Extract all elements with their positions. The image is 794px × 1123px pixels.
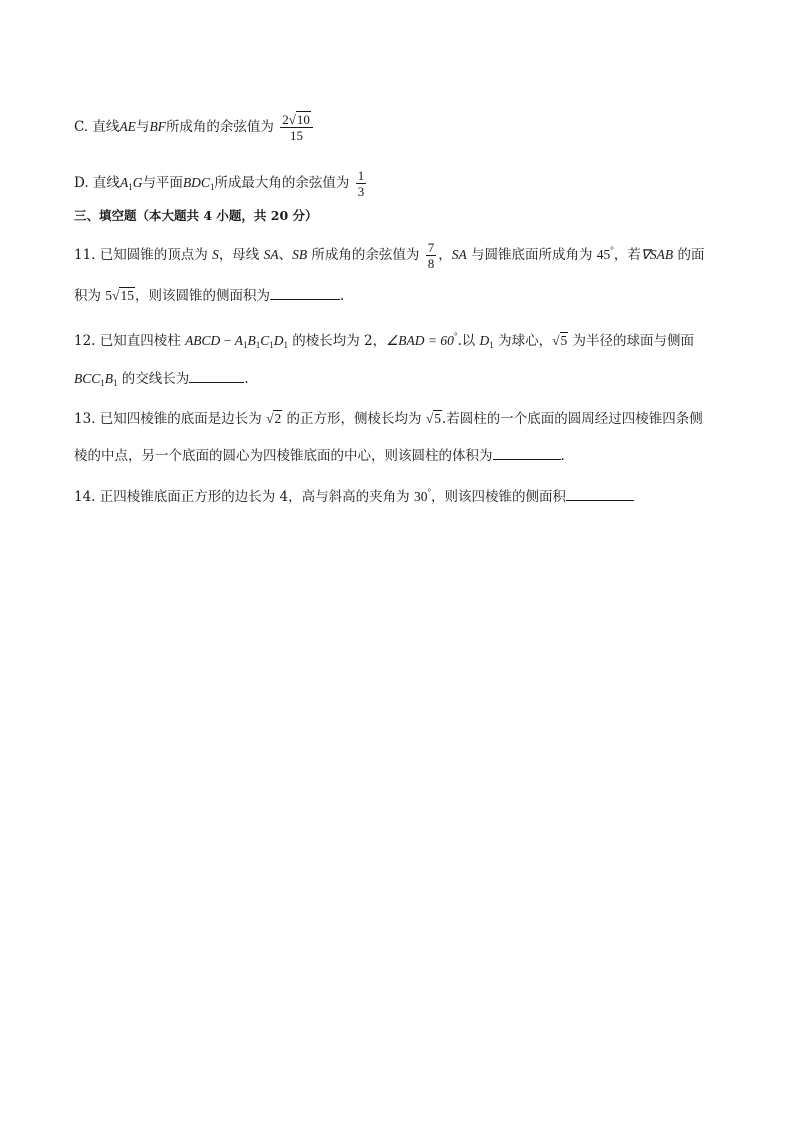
answer-blank-14[interactable] (566, 486, 634, 501)
q11-line2-b: ，则该圆锥的侧面积为 (134, 288, 270, 304)
sqrt-2: √2 (266, 411, 282, 426)
line-sa: SA (263, 247, 279, 262)
question-13-cont (74, 445, 565, 466)
option-d-mid: 与平面 (142, 175, 183, 191)
q14-text-a: 14. 正四棱锥底面正方形的边长为 4，高与斜高的夹角为 (74, 489, 414, 505)
prism-d: D (273, 333, 284, 348)
sub-1: 1 (113, 378, 118, 388)
degree-mark: ° (453, 331, 458, 341)
q12-text-c: .以 (457, 333, 480, 349)
q11-text-d: 所成角的余弦值为 (307, 247, 420, 263)
q12-text-a: 12. 已知直四棱柱 (74, 333, 186, 349)
prism-c: C (260, 333, 270, 348)
q11-end: . (339, 288, 345, 304)
option-c-tail: 所成角的余弦值为 (165, 119, 274, 135)
fraction-7-over-8 (426, 240, 437, 271)
q11-text-f: 与圆锥底面所成角为 (466, 247, 597, 263)
sqrt-10-radicand: 10 (296, 112, 310, 127)
degree-mark: ° (427, 487, 432, 497)
face-b: B (104, 371, 114, 386)
point-d1 (480, 333, 494, 348)
q13-text-c: .若圆柱的一个底面的圆周经过四棱锥四条侧 (442, 411, 703, 427)
sub-1: 1 (255, 340, 261, 350)
line-sa-2: SA (451, 247, 467, 262)
sqrt-5: √5 (552, 333, 568, 348)
option-c (74, 112, 315, 143)
sub-1: 1 (269, 340, 274, 350)
triangle-sab: ∇SAB (640, 247, 674, 262)
prism-a: A (234, 333, 243, 348)
point-g: G (132, 175, 143, 190)
sub-1: 1 (128, 182, 133, 192)
plane-bdc: BDC (182, 175, 210, 190)
q12-text-f: 的交线长为 (117, 371, 190, 387)
frac-num: 7 (427, 240, 435, 255)
face-bcc1b1 (74, 371, 118, 386)
angle-45: 45 (596, 247, 611, 262)
sub-1: 1 (100, 378, 105, 388)
answer-blank-13[interactable] (493, 445, 561, 460)
coef-5: 5 (105, 288, 113, 303)
line-ae: AE (119, 119, 136, 134)
answer-blank-12[interactable] (189, 368, 244, 383)
q13-line2: 棱的中点，另一个底面的圆心为四棱锥底面的中心，则该圆柱的体积为 (74, 448, 493, 464)
answer-blank-11[interactable] (270, 285, 340, 300)
option-d-tail: 所成最大角的余弦值为 (214, 175, 350, 191)
q11-text-c: 、 (278, 247, 293, 263)
q11-text-g: ，若 (613, 247, 641, 263)
point-s: S (212, 247, 219, 262)
q11-line2-a: 积为 (74, 288, 106, 304)
degree-mark: ° (610, 245, 614, 255)
option-d (74, 168, 368, 199)
angle-30: 30 (413, 489, 428, 504)
point-a1: A (119, 175, 129, 190)
question-11 (74, 240, 704, 271)
question-12 (74, 326, 694, 355)
prism-abcd: ABCD (185, 333, 221, 348)
angle-bad: ∠BAD = 60 (386, 333, 454, 348)
question-11-cont (74, 285, 344, 306)
question-14 (74, 482, 634, 507)
frac-den: 8 (427, 256, 435, 271)
option-c-label: C. 直线 (74, 119, 120, 135)
line-sb: SB (292, 247, 308, 262)
sqrt-15-radicand: 15 (120, 288, 134, 303)
option-c-mid: 与 (135, 119, 150, 135)
plane-bdc1 (183, 175, 215, 190)
sqrt-5: √5 (425, 411, 441, 426)
sub-1: 1 (242, 340, 248, 350)
sub-1: 1 (283, 340, 288, 350)
face-bcc: BCC (74, 371, 101, 386)
q13-end: . (560, 448, 565, 464)
line-bf: BF (149, 119, 166, 134)
question-12-cont (74, 368, 249, 393)
q14-text-b: ，则该四棱锥的侧面积 (431, 489, 567, 505)
sqrt-5-radicand: 5 (560, 333, 568, 348)
q11-text-h: 的面 (673, 247, 705, 263)
q11-text-a: 11. 已知圆锥的顶点为 (74, 247, 213, 263)
sub-1: 1 (489, 340, 494, 350)
fraction-1-over-3 (356, 168, 367, 199)
frac-num-coef: 2 (282, 112, 289, 127)
section-title: 三、填空题（本大题共 4 小题，共 20 分） (74, 208, 318, 223)
q12-text-d: 为球心， (493, 333, 553, 349)
sqrt-15: √15 (112, 288, 134, 303)
prism-b: B (247, 333, 256, 348)
sqrt-5-radicand: 5 (434, 411, 441, 426)
q13-text-a: 13. 已知四棱锥的底面是边长为 (74, 411, 267, 427)
option-d-label: D. 直线 (74, 175, 120, 191)
q11-text-e: ， (438, 247, 452, 263)
question-13 (74, 409, 703, 429)
plane-sub: 1 (209, 182, 215, 192)
frac-den: 3 (357, 184, 365, 199)
sqrt-10: √10 (288, 112, 310, 127)
q12-text-e: 为半径的球面与侧面 (568, 333, 695, 349)
frac-den: 15 (290, 128, 304, 143)
sqrt-2-radicand: 2 (274, 411, 282, 426)
prism-a1b1c1d1 (235, 333, 288, 348)
q13-text-b: 的正方形，侧棱长均为 (282, 411, 426, 427)
point-d: D (479, 333, 490, 348)
frac-num: 1 (357, 168, 365, 183)
q12-text-b: 的棱长均为 2， (287, 333, 387, 349)
minus-sign: − (220, 333, 235, 348)
q11-text-b: ，母线 (218, 247, 264, 263)
fraction-2sqrt10-over-15 (280, 112, 313, 143)
q12-end: . (244, 371, 249, 387)
